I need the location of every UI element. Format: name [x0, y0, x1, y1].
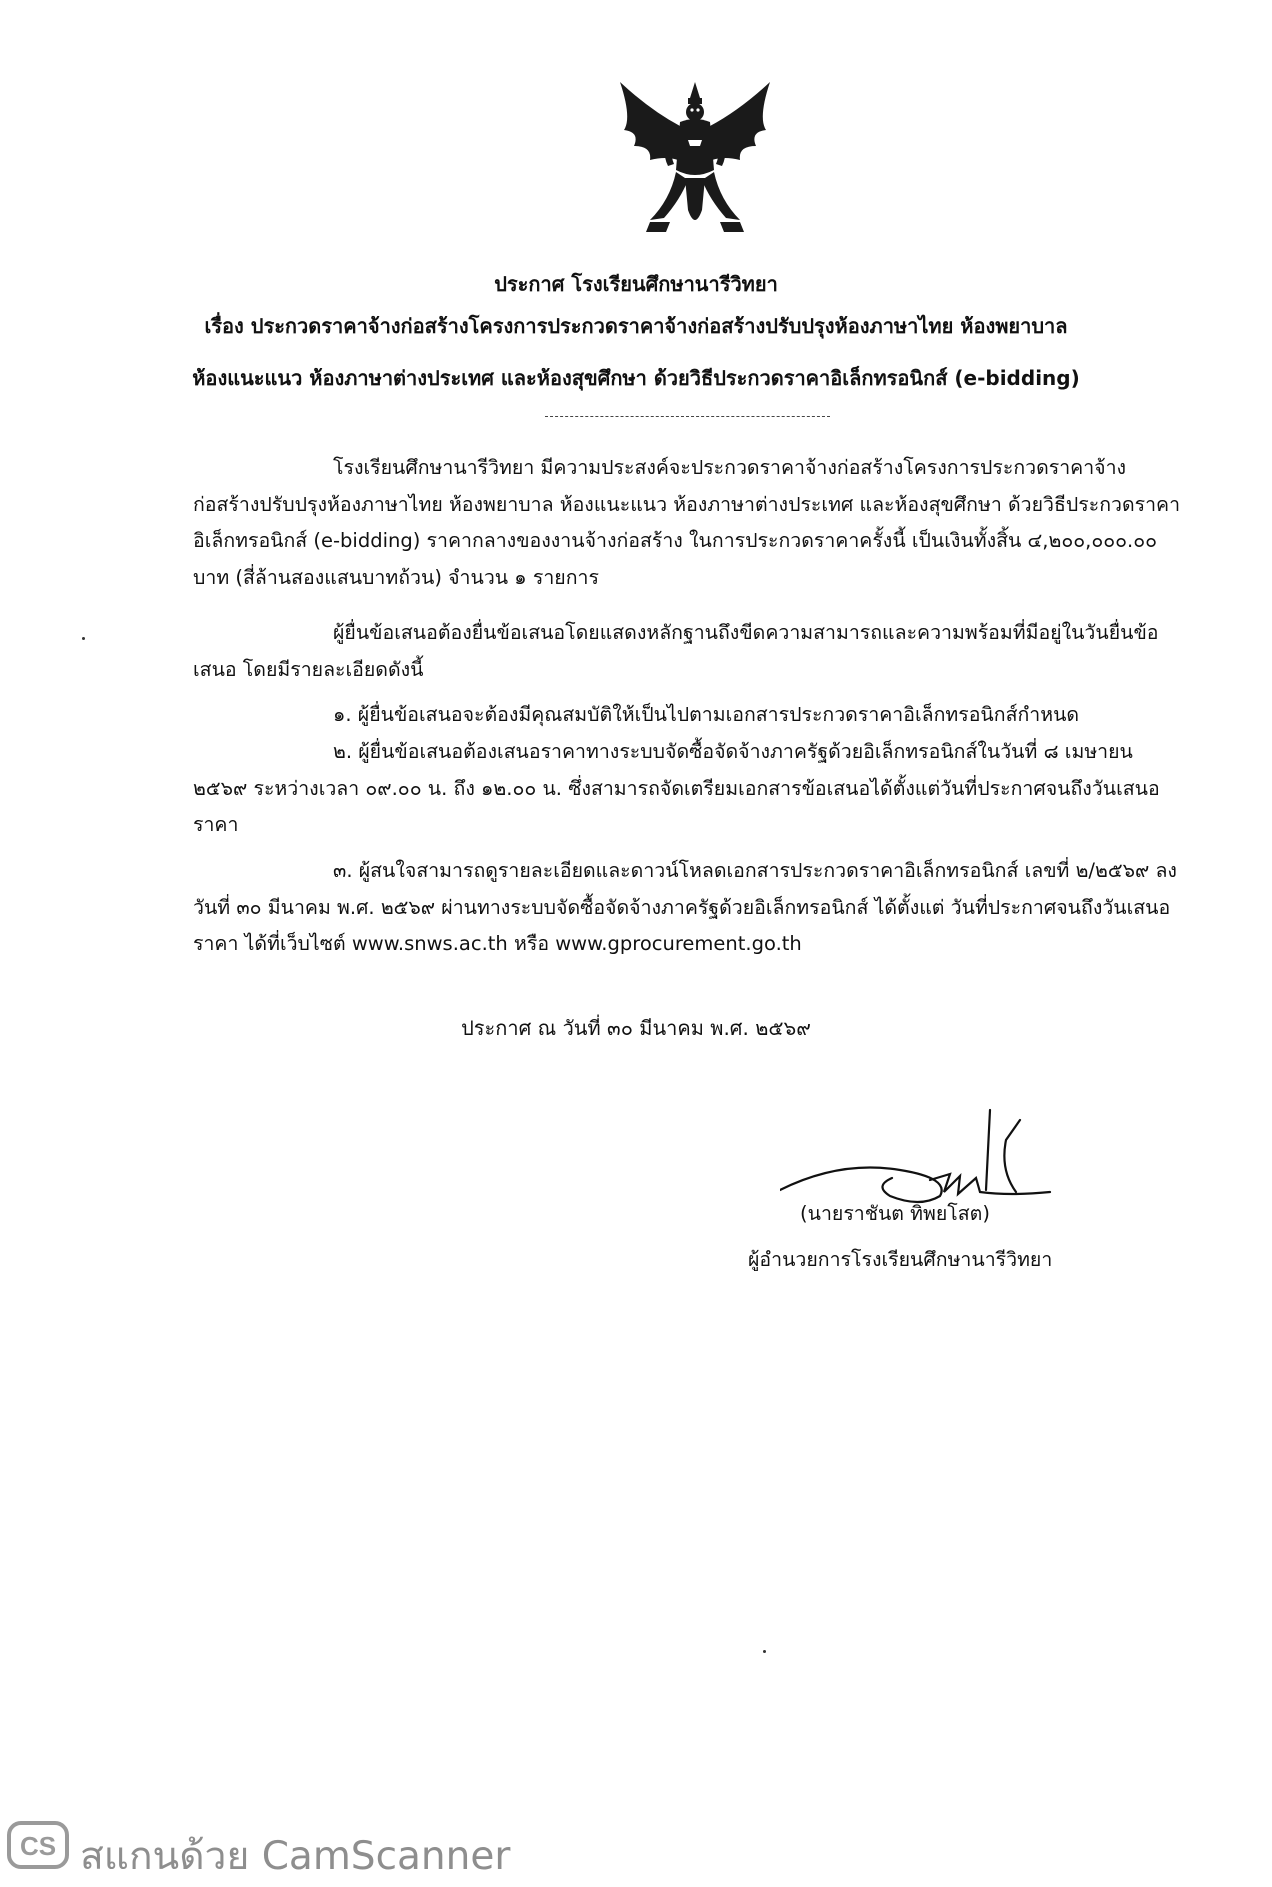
- announcement-title: ประกาศ โรงเรียนศึกษานารีวิทยา: [494, 272, 778, 296]
- subject-line-1: เรื่อง ประกวดราคาจ้างก่อสร้างโครงการประกวดราคาจ้างก่อสร้างปรับปรุงห้องภาษาไทย ห้องพยาบาล: [204, 314, 1068, 338]
- garuda-emblem: [610, 80, 780, 240]
- announcement-date: ประกาศ ณ วันที่ ๓๐ มีนาคม พ.ศ. ๒๕๖๙: [461, 1016, 811, 1040]
- paragraph-intro: โรงเรียนศึกษานารีวิทยา มีความประสงค์จะประกวดราคาจ้างก่อสร้างโครงการประกวดราคาจ้างก่อสร้างปรับปรุงห้องภาษาไทย ห้องพยาบาล ห้องแนะแนว ห้องภาษาต่างประเทศ และห้องสุขศึกษา ด้วยวิธีประกวดราคาอิเล็กทรอนิกส์ (e-bidding) ราคากลางของงานจ้างก่อสร้าง ในการประกวดราคาครั้งนี้ เป็นเงินทั้งสิ้น ๔,๒๐๐,๐๐๐.๐๐ บาท (สี่ล้านสองแสนบาทถ้วน) จำนวน ๑ รายการ: [193, 456, 1181, 589]
- subject-line-2: ห้องแนะแนว ห้องภาษาต่างประเทศ และห้องสุขศึกษา ด้วยวิธีประกวดราคาอิเล็กทรอนิกส์ (e-bidding): [192, 366, 1080, 390]
- list-item-2: ๒. ผู้ยื่นข้อเสนอต้องเสนอราคาทางระบบจัดซื้อจัดจ้างภาครัฐด้วยอิเล็กทรอนิกส์ในวันที่ ๘ เมษายน ๒๕๖๙ ระหว่างเวลา ๐๙.๐๐ น. ถึง ๑๒.๐๐ น. ซึ่งสามารถจัดเตรียมเอกสารข้อเสนอได้ตั้งแต่วันที่ประกาศจนถึงวันเสนอราคา: [193, 740, 1160, 836]
- list-item-1: ๑. ผู้ยื่นข้อเสนอจะต้องมีคุณสมบัติให้เป็นไปตามเอกสารประกวดราคาอิเล็กทรอนิกส์กำหนด: [333, 703, 1080, 726]
- scan-speck: [82, 637, 85, 640]
- signer-position: ผู้อำนวยการโรงเรียนศึกษานารีวิทยา: [748, 1248, 1053, 1271]
- camscanner-logo-text: CS: [19, 1831, 57, 1861]
- paragraph-requirements: ผู้ยื่นข้อเสนอต้องยื่นข้อเสนอโดยแสดงหลักฐานถึงขีดความสามารถและความพร้อมที่มีอยู่ในวันยื่นข้อเสนอ โดยมีรายละเอียดดังนี้: [193, 621, 1159, 681]
- signer-name: (นายราชันต ทิพยโสต): [800, 1202, 990, 1225]
- separator-line: [545, 416, 830, 417]
- camscanner-logo-icon: [6, 1820, 70, 1870]
- list-item-3: ๓. ผู้สนใจสามารถดูรายละเอียดและดาวน์โหลดเอกสารประกวดราคาอิเล็กทรอนิกส์ เลขที่ ๒/๒๕๖๙ ลงวันที่ ๓๐ มีนาคม พ.ศ. ๒๕๖๙ ผ่านทางระบบจัดซื้อจัดจ้างภาครัฐด้วยอิเล็กทรอนิกส์ ได้ตั้งแต่ วันที่ประกาศจนถึงวันเสนอราคา ได้ที่เว็บไซต์ www.snws.ac.th หรือ www.gprocurement.go.th: [193, 859, 1177, 955]
- camscanner-watermark: สแกนด้วย CamScanner: [80, 1834, 511, 1879]
- scan-speck: [763, 1650, 766, 1653]
